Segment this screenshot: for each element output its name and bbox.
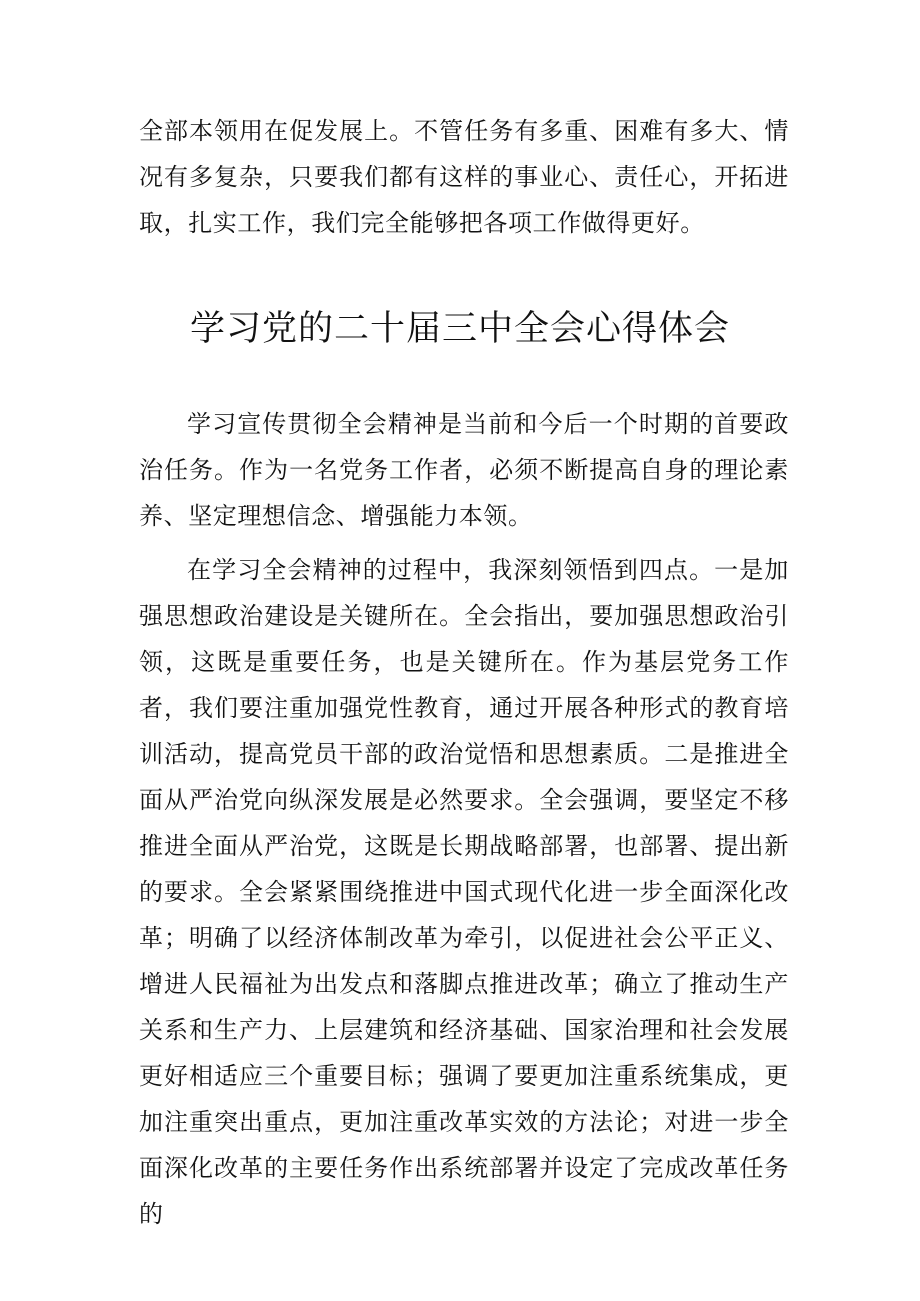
- body-paragraph-1: 学习宣传贯彻全会精神是当前和今后一个时期的首要政治任务。作为一名党务工作者，必须不断提高自身的理论素养、坚定理想信念、增强能力本领。: [139, 410, 789, 530]
- continued-paragraph: 全部本领用在促发展上。不管任务有多重、困难有多大、情况有多复杂，只要我们都有这样的事业心、责任心，开拓进取，扎实工作，我们完全能够把各项工作做得更好。: [139, 117, 789, 237]
- document-title: 学习党的二十届三中全会心得体会: [189, 309, 730, 349]
- body-paragraph-2: 在学习全会精神的过程中，我深刻领悟到四点。一是加强思想政治建设是关键所在。全会指出，要加强思想政治引领，这既是重要任务，也是关键所在。作为基层党务工作者，我们要注重加强党性教育，通过开展各种形式的教育培训活动，提高党员干部的政治觉悟和思想素质。二是推进全面从严治党向纵深发展是必然要求。全会强调，要坚定不移推进全面从严治党，这既是长期战略部署，也部署、提出新的要求。全会紧紧围绕推进中国式现代化进一步全面深化改革；明确了以经济体制改革为牵引，以促进社会公平正义、增进人民福祉为出发点和落脚点推进改革；确立了推动生产关系和生产力、上层建筑和经济基础、国家治理和社会发展更好相适应三个重要目标；强调了要更加注重系统集成，更加注重突出重点，更加注重改革实效的方法论；对进一步全面深化改革的主要任务作出系统部署并设定了完成改革任务的: [139, 556, 789, 1228]
